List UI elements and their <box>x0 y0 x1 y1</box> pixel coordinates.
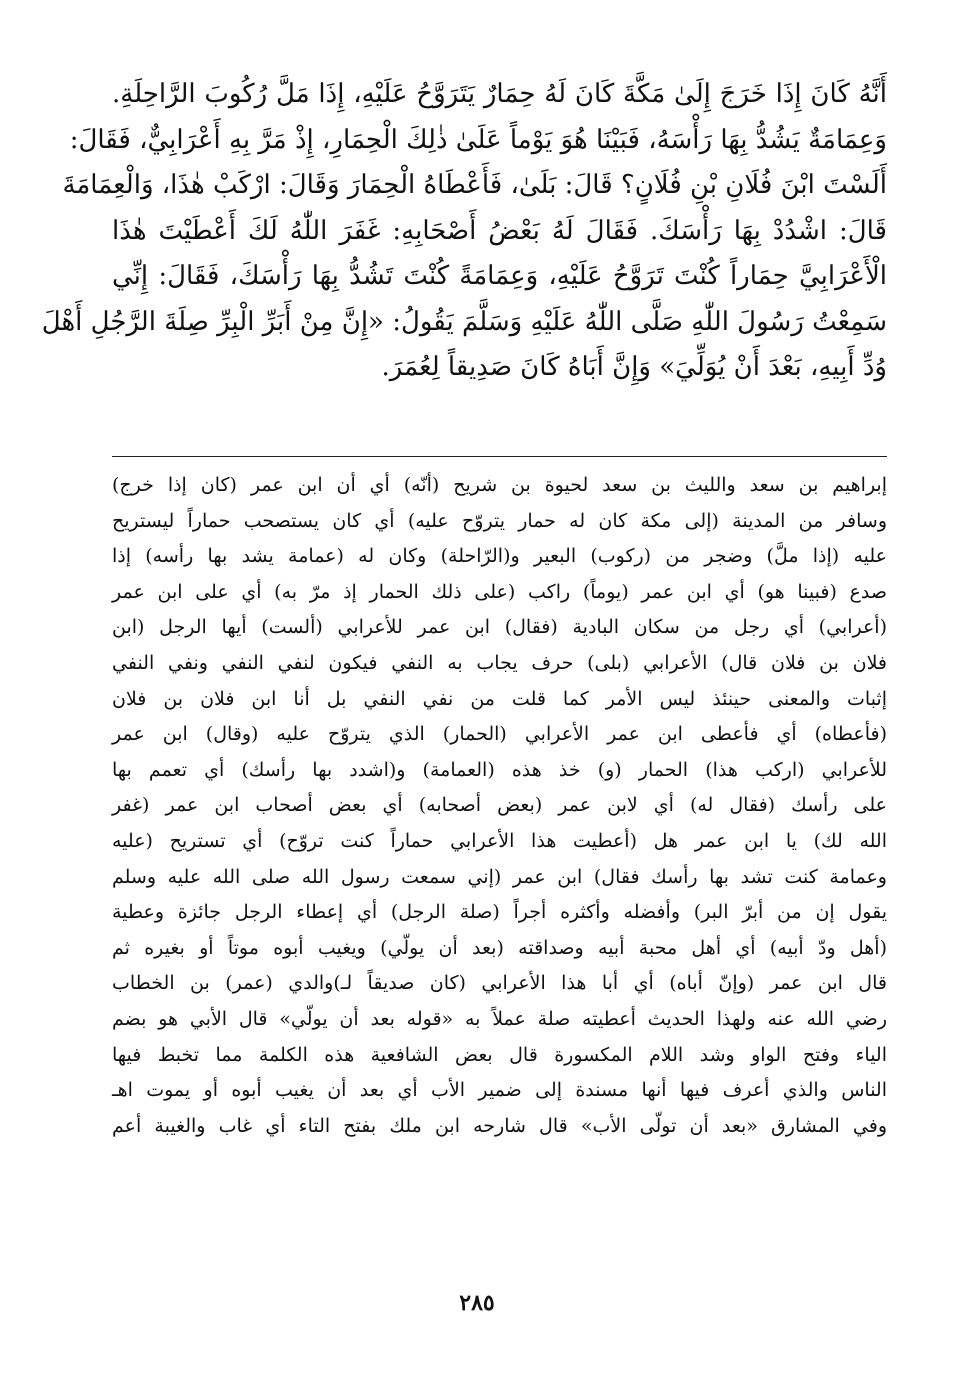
commentary-line-4: صدع (فبينا هو) أي ابن عمر (يوماً) راكب (على ذلك الحمار إذ مرّ به) أي على ابن عمر <box>112 580 887 603</box>
commentary-line-17: الياء وفتح الواو وشد اللام المكسورة قال بعض الشافعية هذه الكلمة مما تخبط فيها <box>112 1043 887 1066</box>
main-text-line-2: وَعِمَامَةٌ يَشُدُّ بِهَا رَأْسَهُ، فَبَيْنَا هُوَ يَوْماً عَلَىٰ ذٰلِكَ الْحِمَارِ، إِذْ مَرَّ بِهِ أَعْرَابِيٌّ، فَقَالَ: <box>69 124 887 155</box>
commentary-line-10: على رأسك (فقال له) أي لابن عمر (بعض أصحابه) أي بعض أصحاب ابن عمر (غفر <box>112 794 887 817</box>
commentary-line-14: (أهل ودّ أبيه) أي أهل محبة أبيه وصداقته (بعد أن يولّي) ويغيب أبوه موتاً أو بغيره ثم <box>112 936 887 959</box>
commentary-line-6: فلان بن فلان قال) الأعرابي (بلى) حرف يجاب به النفي فيكون لنفي النفي ونفي النفي <box>112 651 887 674</box>
section-divider <box>112 456 887 457</box>
commentary-line-1: إبراهيم بن سعد والليث بن سعد لحيوة بن شريح (أنّه) أي أن ابن عمر (كان إذا خرج) <box>112 474 887 496</box>
main-hadith-text <box>41 72 887 391</box>
commentary-line-18: الناس والذي أعرف فيها أنها مسندة إلى ضمير الأب أي بعد أن يغيب أبوه أو يموت اهـ <box>112 1079 887 1102</box>
commentary-line-13: يقول إن من أبرّ البر) وأفضله وأكثره أجراً (صلة الرجل) أي إعطاء الرجل جائزة وعطية <box>112 901 887 924</box>
commentary-line-3: عليه (إذا ملَّ) وضجر من (ركوب) البعير و(الرّاحلة) وكان له (عمامة يشد بها رأسه) إذا <box>112 545 887 568</box>
commentary-line-15: قال ابن عمر (وإنّ أباه) أي أبا هذا الأعرابي (كان صديقاً لـ)والدي (عمر) بن الخطاب <box>112 972 887 995</box>
commentary-line-12: وعمامة كنت تشد بها رأسك فقال) ابن عمر (إني سمعت رسول الله صلى الله عليه وسلم <box>112 865 887 888</box>
commentary-line-19: وفي المشارق «بعد أن تولّى الأب» قال شارحه ابن ملك بفتح التاء أي غاب والغيبة أعم <box>112 1114 887 1137</box>
commentary-line-2: وسافر من المدينة (إلى مكة كان له حمار يتروّح عليه) أي كان يستصحب حماراً ليستريح <box>112 509 887 532</box>
main-text-line-4: قَالَ: اشْدُدْ بِهَا رَأْسَكَ. فَقَالَ لَهُ بَعْضُ أَصْحَابِهِ: غَفَرَ اللّٰهُ لَكَ أَعْطَيْتَ هٰذَا <box>112 215 887 246</box>
commentary-line-5: (أعرابي) أي رجل من سكان البادية (فقال) ابن عمر للأعرابي (ألست) أيها الرجل (ابن <box>112 616 887 639</box>
commentary-line-7: إثبات والمعنى حينئذ ليس الأمر كما قلت من نفي النفي بل أنا ابن فلان بن فلان <box>112 687 887 710</box>
main-text-line-1: أَنَّهُ كَانَ إِذَا خَرَجَ إِلَىٰ مَكَّةَ كَانَ لَهُ حِمَارٌ يَتَرَوَّحُ عَلَيْهِ، إِذَا مَلَّ رُكُوبَ الرَّاحِلَةِ. <box>112 79 887 109</box>
commentary-line-8: (فأعطاه) أي فأعطى ابن عمر الأعرابي (الحمار) الذي يتروّح عليه (وقال) ابن عمر <box>112 723 887 746</box>
main-text-line-6: سَمِعْتُ رَسُولَ اللّٰهِ صَلَّى اللّٰهُ عَلَيْهِ وَسَلَّمَ يَقُولُ: «إِنَّ مِنْ أَبَرِّ الْبِرِّ صِلَةَ الرَّجُلِ أَهْلَ <box>41 306 887 337</box>
commentary-line-11: الله لك) يا ابن عمر هل (أعطيت هذا الأعرابي حماراً كنت تروّح) أي تستريح (عليه <box>112 829 887 852</box>
main-text-line-3: أَلَسْتَ ابْنَ فُلَانِ بْنِ فُلَانٍ؟ قَالَ: بَلَىٰ، فَأَعْطَاهُ الْحِمَارَ وَقَالَ: ارْكَبْ هٰذَا، وَالْعِمَامَةَ <box>62 170 887 200</box>
page-number: ٢٨٥ <box>459 1290 495 1316</box>
main-text-line-7: وُدِّ أَبِيهِ، بَعْدَ أَنْ يُوَلِّيَ» وَإِنَّ أَبَاهُ كَانَ صَدِيقاً لِعُمَرَ. <box>381 352 887 382</box>
commentary-text <box>112 468 887 1144</box>
commentary-line-9: للأعرابي (اركب هذا) الحمار (و) خذ هذه (العمامة) و(اشدد بها رأسك) أي تعمم بها <box>112 758 887 781</box>
commentary-line-16: رضي الله عنه ولهذا الحديث أعطيته صلة عملاً به «قوله بعد أن يولّي» قال الأبي هو بضم <box>112 1007 887 1030</box>
main-text-line-5: الْأَعْرَابِيَّ حِمَاراً كُنْتَ تَرَوَّحُ عَلَيْهِ، وَعِمَامَةً كُنْتَ تَشُدُّ بِهَا رَأْسَكَ، فَقَالَ: إِنِّي <box>112 261 887 291</box>
